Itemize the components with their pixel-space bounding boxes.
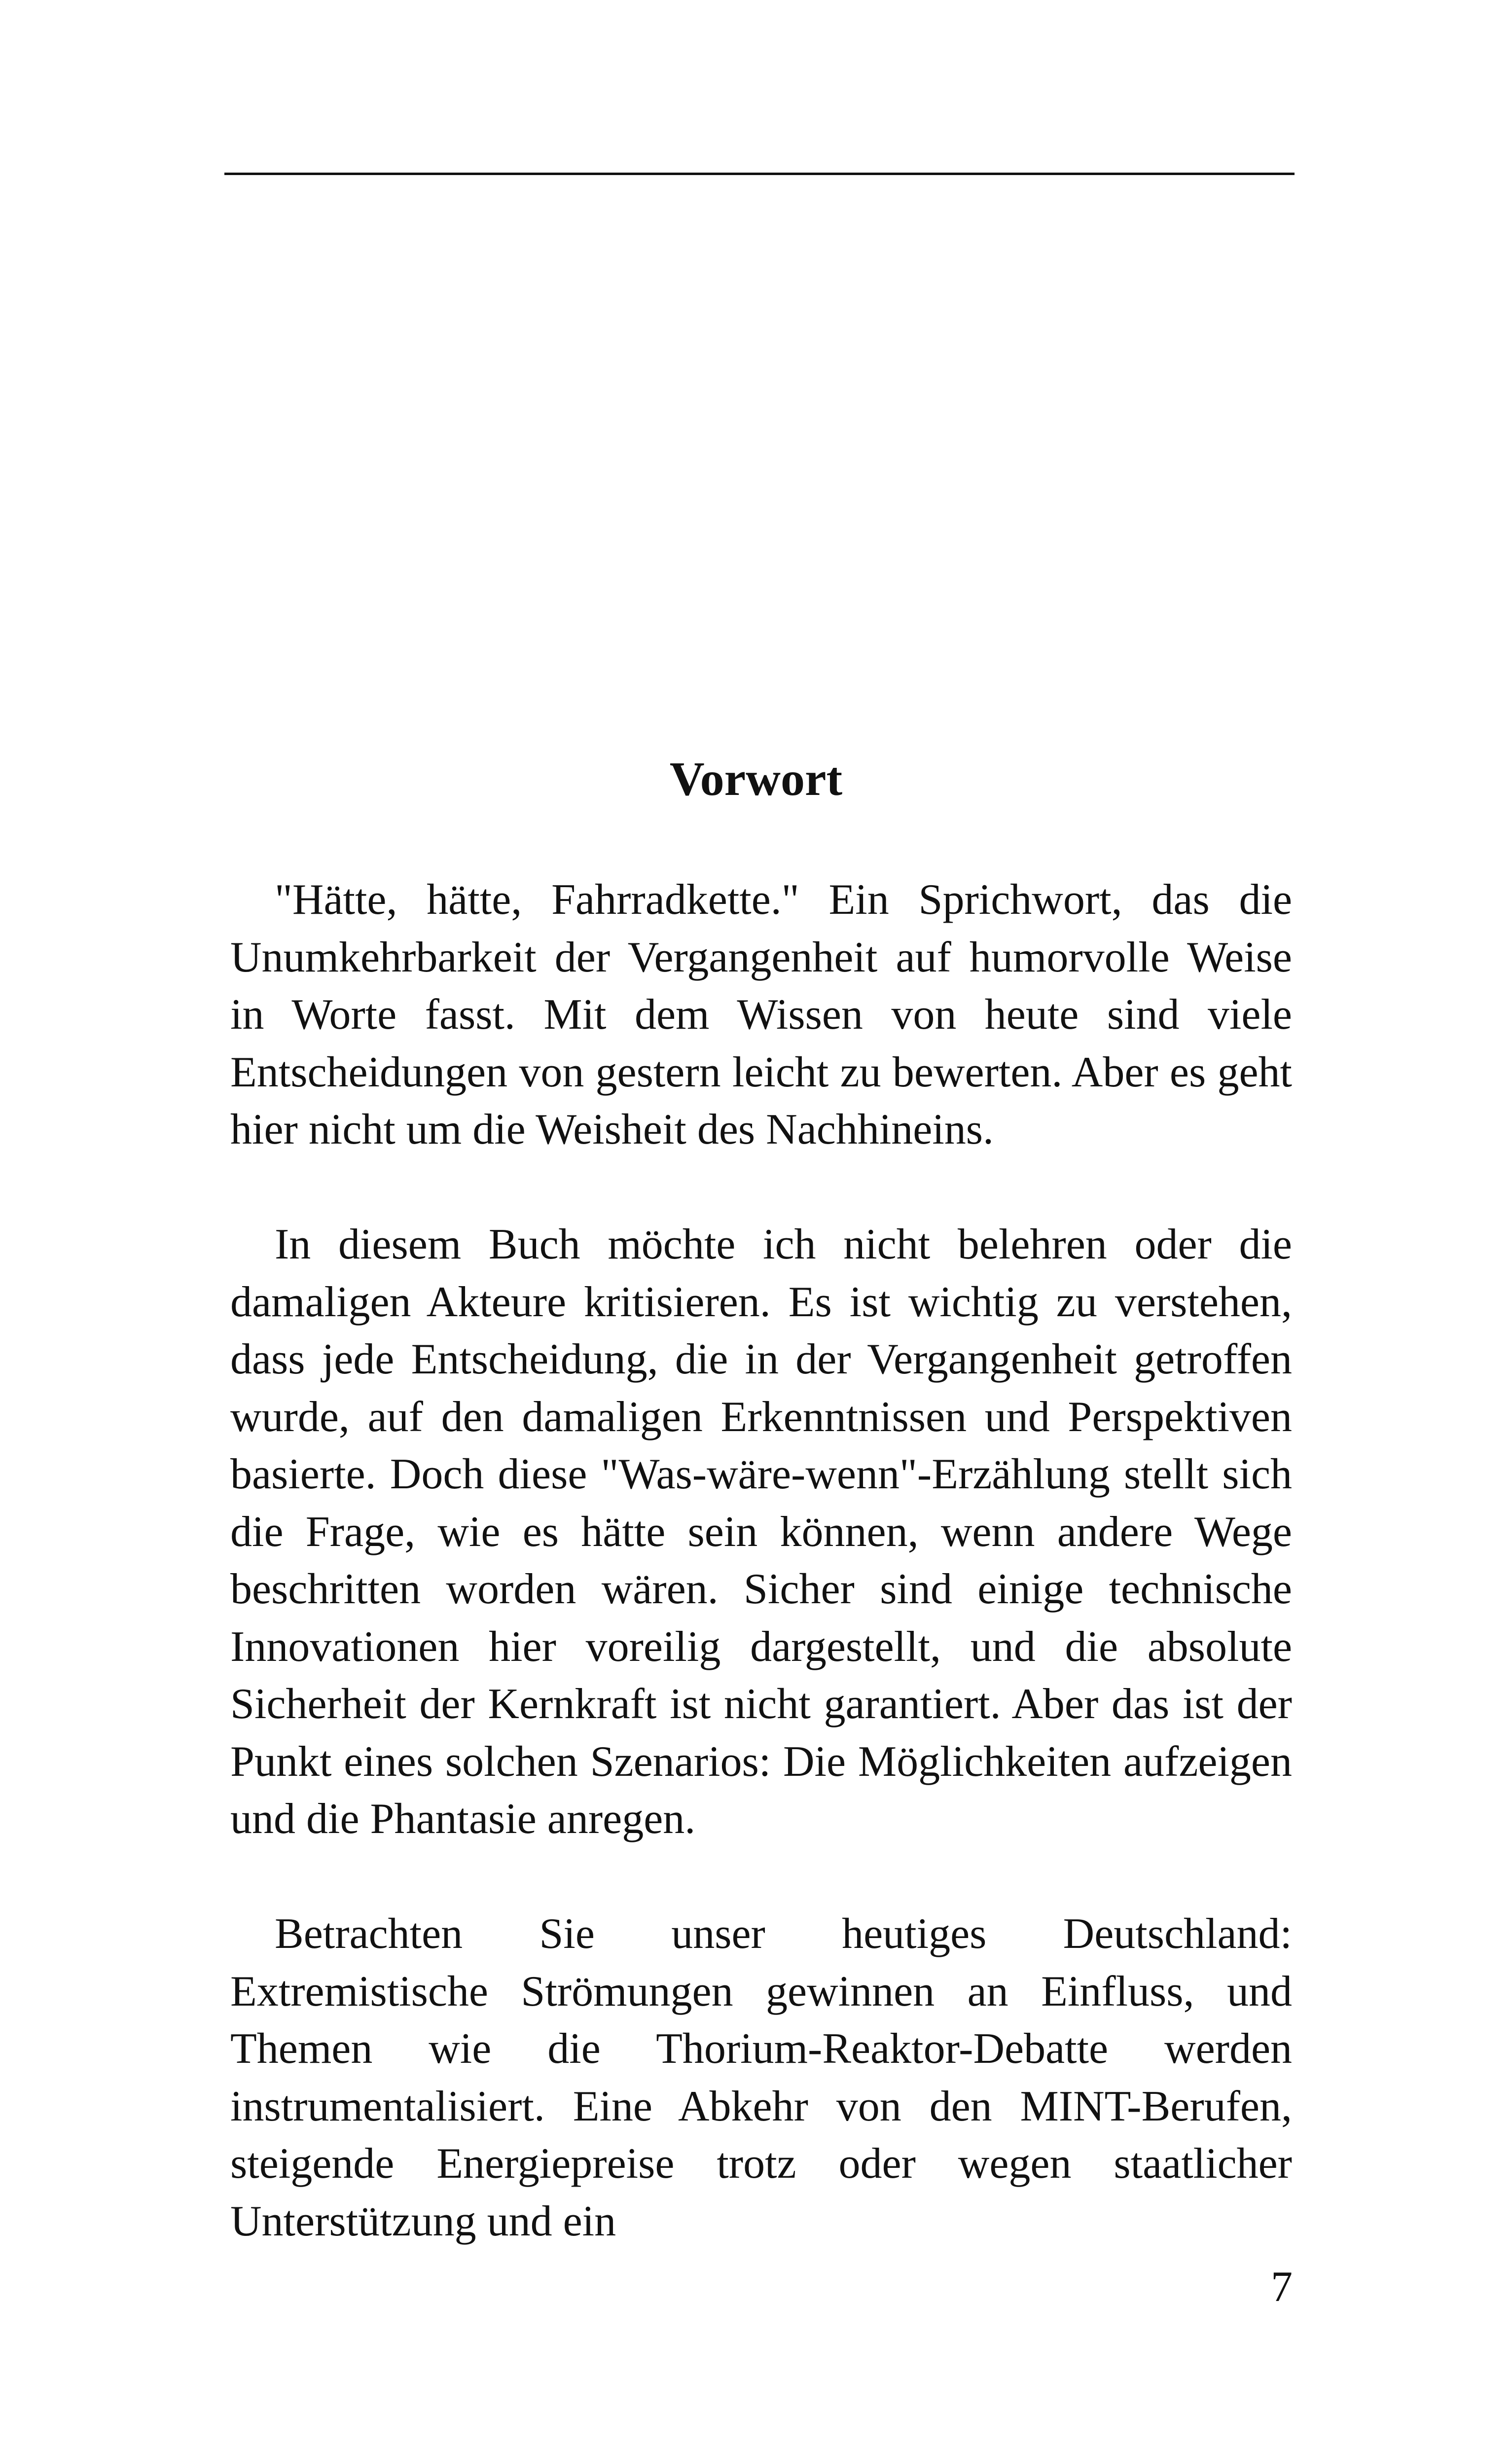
chapter-title: Vorwort [669,753,843,806]
paragraph-1: "Hätte, hätte, Fahrradkette." Ein Sprichwort, das die Unumkehrbarkeit der Vergangenheit auf humorvolle Weise in Worte fasst. Mit dem Wissen von heute sind viele Entscheidungen von gestern leicht zu bewerten. Aber es geht hier nicht um die Weisheit des Nachhineins. [230,876,1292,1153]
body-text [230,871,1292,2250]
paragraph-2: In diesem Buch möchte ich nicht belehren oder die damaligen Akteure kritisieren. Es ist wichtig zu verstehen, dass jede Entscheidung, die in der Vergangenheit getroffen wurde, auf den damaligen Erkenntnissen und Perspektiven basierte. Doch diese "Was-wäre-wenn"-Erzählung stellt sich die Frage, wie es hätte sein können, wenn andere Wege beschritten worden wären. Sicher sind einige technische Innovationen hier voreilig dargestellt, und die absolute Sicherheit der Kernkraft ist nicht garantiert. Aber das ist der Punkt eines solchen Szenarios: Die Möglichkeiten aufzeigen und die Phantasie anregen. [230,1221,1292,1843]
paragraph-3: Betrachten Sie unser heutiges Deutschland: Extremistische Strömungen gewinnen an Einfluss, und Themen wie die Thorium-Reaktor-Debatte werden instrumentalisiert. Eine Abkehr von den MINT-Berufen, steigende Energiepreise trotz oder wegen staatlicher Unterstützung und ein [230,1910,1292,2245]
header-rule [224,173,1295,175]
page-number: 7 [1271,2263,1293,2311]
